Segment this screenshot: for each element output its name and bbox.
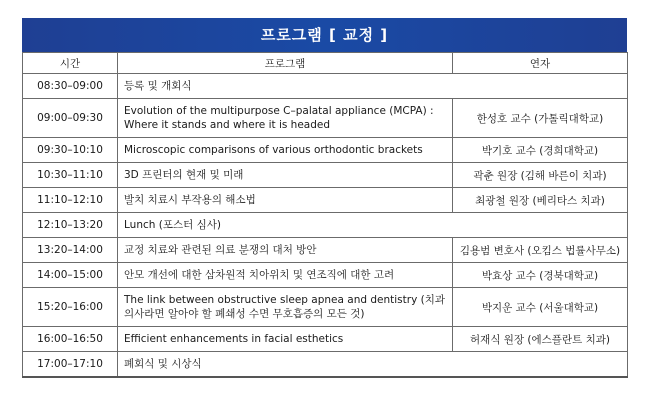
- time-cell: 09:00–09:30: [23, 99, 118, 138]
- table-row: [23, 188, 628, 213]
- time-cell: 08:30–09:00: [23, 74, 118, 99]
- column-header-time: 시간: [23, 53, 118, 74]
- table-header-row: [23, 53, 628, 74]
- table-row: [23, 138, 628, 163]
- program-cell: The link between obstructive sleep apnea and dentistry (치과의사라면 알아야 할 폐쇄성 수면 무호흡증의 모든 것): [118, 288, 453, 327]
- program-cell: 교정 치료와 관련된 의료 분쟁의 대처 방안: [118, 238, 453, 263]
- program-cell: Microscopic comparisons of various orthodontic brackets: [118, 138, 453, 163]
- table-row: [23, 163, 628, 188]
- table-row: [23, 352, 628, 377]
- program-cell: Evolution of the multipurpose C–palatal appliance (MCPA) : Where it stands and where it is headed: [118, 99, 453, 138]
- time-cell: 15:20–16:00: [23, 288, 118, 327]
- time-cell: 17:00–17:10: [23, 352, 118, 377]
- time-cell: 10:30–11:10: [23, 163, 118, 188]
- time-cell: 09:30–10:10: [23, 138, 118, 163]
- speaker-cell: 박효상 교수 (경북대학교): [453, 263, 628, 288]
- speaker-cell: 한성호 교수 (가톨릭대학교): [453, 99, 628, 138]
- program-cell: 등록 및 개회식: [118, 74, 628, 99]
- time-cell: 13:20–14:00: [23, 238, 118, 263]
- table-row: [23, 327, 628, 352]
- table-row: [23, 99, 628, 138]
- speaker-cell: 허재식 원장 (에스플란트 치과): [453, 327, 628, 352]
- program-cell: 발치 치료시 부작용의 해소법: [118, 188, 453, 213]
- program-cell: Lunch (포스터 심사): [118, 213, 628, 238]
- speaker-cell: 박기호 교수 (경희대학교): [453, 138, 628, 163]
- page-title: 프로그램 [ 교정 ]: [22, 18, 627, 52]
- time-cell: 16:00–16:50: [23, 327, 118, 352]
- table-row: [23, 74, 628, 99]
- program-cell: 폐회식 및 시상식: [118, 352, 628, 377]
- column-header-program: 프로그램: [118, 53, 453, 74]
- time-cell: 11:10–12:10: [23, 188, 118, 213]
- speaker-cell: 최광철 원장 (베리타스 치과): [453, 188, 628, 213]
- table-row: [23, 263, 628, 288]
- schedule-table: [22, 52, 628, 378]
- table-row: [23, 238, 628, 263]
- column-header-speaker: 연자: [453, 53, 628, 74]
- speaker-cell: 곽춘 원장 (김해 바른이 치과): [453, 163, 628, 188]
- time-cell: 14:00–15:00: [23, 263, 118, 288]
- program-schedule: [22, 18, 627, 378]
- program-cell: 안모 개선에 대한 삼차원적 치아위치 및 연조직에 대한 고려: [118, 263, 453, 288]
- time-cell: 12:10–13:20: [23, 213, 118, 238]
- table-row: [23, 213, 628, 238]
- program-cell: 3D 프린터의 현재 및 미래: [118, 163, 453, 188]
- speaker-cell: 김용범 변호사 (오킴스 법률사무소): [453, 238, 628, 263]
- table-row: [23, 288, 628, 327]
- program-cell: Efficient enhancements in facial esthetics: [118, 327, 453, 352]
- speaker-cell: 박지운 교수 (서울대학교): [453, 288, 628, 327]
